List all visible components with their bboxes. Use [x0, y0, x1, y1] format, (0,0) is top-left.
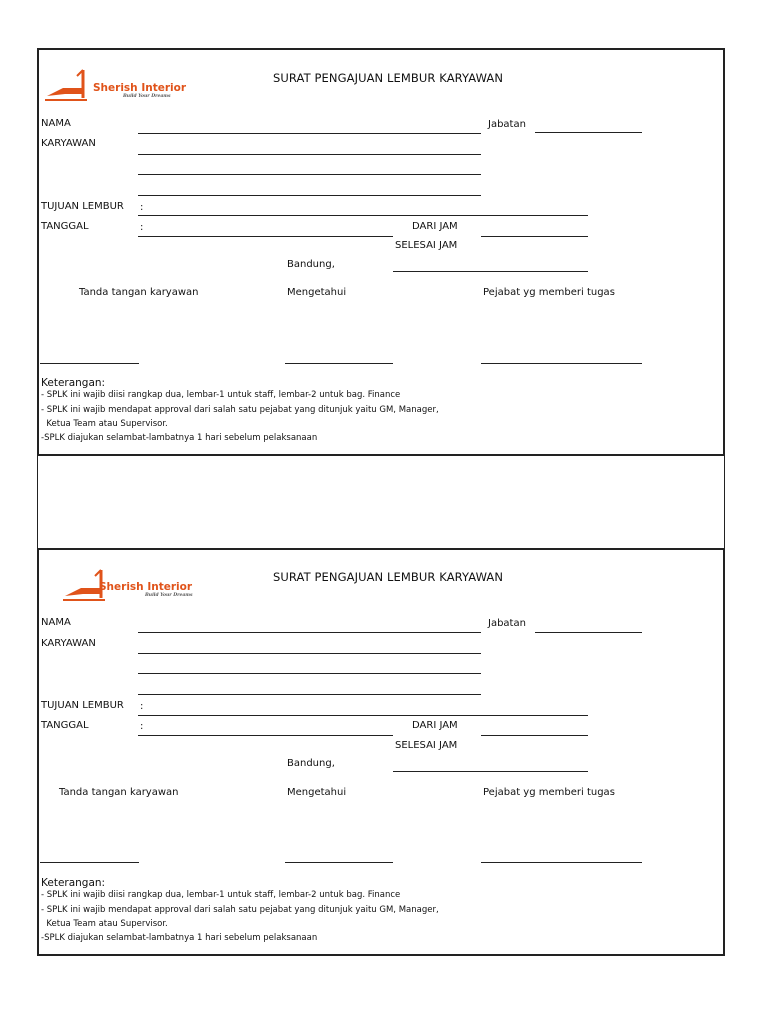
signature-line-karyawan[interactable]: [40, 363, 139, 364]
note-4: -SPLK diajukan selambat-lambatnya 1 hari sebelum pelaksanaan: [41, 433, 318, 443]
note-3: Ketua Team atau Supervisor.: [41, 419, 168, 429]
tujuan-lembur-field[interactable]: [138, 215, 588, 216]
tujuan-lembur-label: TUJUAN LEMBUR: [41, 201, 124, 212]
note-1: - SPLK ini wajib diisi rangkap dua, lembar-1 untuk staff, lembar-2 untuk bag. Finance: [41, 890, 401, 900]
brand-tagline: Build Your Dreams: [123, 94, 171, 99]
karyawan-line-1[interactable]: [138, 154, 481, 155]
tujuan-colon: :: [140, 202, 144, 213]
bandung-label: Bandung,: [287, 259, 335, 270]
selesai-jam-field[interactable]: [393, 271, 588, 272]
karyawan-label: KARYAWAN: [41, 638, 96, 649]
pejabat-label: Pejabat yg memberi tugas: [483, 287, 615, 298]
signature-line-mengetahui[interactable]: [285, 363, 393, 364]
overtime-form-1: [37, 48, 725, 456]
selesai-jam-label: SELESAI JAM: [395, 740, 458, 751]
signature-line-karyawan[interactable]: [40, 862, 139, 863]
tujuan-colon: :: [140, 701, 144, 712]
brand-name: Sherish Interior: [99, 581, 193, 593]
brand-tagline: Build Your Dreams: [145, 593, 193, 598]
note-2: - SPLK ini wajib mendapat approval dari salah satu pejabat yang ditunjuk yaitu GM, Manager,: [41, 405, 439, 415]
mengetahui-label: Mengetahui: [287, 787, 347, 798]
selesai-jam-label: SELESAI JAM: [395, 240, 458, 251]
jabatan-field[interactable]: [535, 132, 642, 133]
form-title: SURAT PENGAJUAN LEMBUR KARYAWAN: [273, 570, 504, 584]
note-1: - SPLK ini wajib diisi rangkap dua, lembar-1 untuk staff, lembar-2 untuk bag. Finance: [41, 390, 401, 400]
mengetahui-label: Mengetahui: [287, 287, 347, 298]
note-2: - SPLK ini wajib mendapat approval dari salah satu pejabat yang ditunjuk yaitu GM, Manager,: [41, 905, 439, 915]
nama-label: NAMA: [41, 118, 71, 129]
selesai-jam-field[interactable]: [393, 771, 588, 772]
tanggal-field[interactable]: [138, 735, 393, 736]
dari-jam-label: DARI JAM: [412, 221, 458, 232]
separator-area: [37, 456, 725, 548]
karyawan-line-3[interactable]: [138, 195, 481, 196]
dari-jam-field[interactable]: [481, 236, 588, 237]
brand-name: Sherish Interior: [93, 82, 187, 94]
karyawan-line-3[interactable]: [138, 694, 481, 695]
keterangan-title: Keterangan:: [41, 377, 106, 389]
overtime-form-2: [37, 548, 725, 956]
tanggal-label: TANGGAL: [41, 221, 89, 232]
company-logo: [43, 64, 193, 104]
tanda-tangan-karyawan-label: Tanda tangan karyawan: [79, 287, 199, 298]
note-4: -SPLK diajukan selambat-lambatnya 1 hari sebelum pelaksanaan: [41, 933, 318, 943]
tanggal-colon: :: [140, 721, 144, 732]
tanggal-colon: :: [140, 222, 144, 233]
nama-label: NAMA: [41, 617, 71, 628]
nama-field[interactable]: [138, 133, 481, 134]
signature-line-pejabat[interactable]: [481, 363, 642, 364]
karyawan-label: KARYAWAN: [41, 138, 96, 149]
signature-line-mengetahui[interactable]: [285, 862, 393, 863]
tujuan-lembur-label: TUJUAN LEMBUR: [41, 700, 124, 711]
tujuan-lembur-field[interactable]: [138, 715, 588, 716]
keterangan-title: Keterangan:: [41, 877, 106, 889]
karyawan-line-1[interactable]: [138, 653, 481, 654]
jabatan-field[interactable]: [535, 632, 642, 633]
tanggal-label: TANGGAL: [41, 720, 89, 731]
pejabat-label: Pejabat yg memberi tugas: [483, 787, 615, 798]
dari-jam-field[interactable]: [481, 735, 588, 736]
nama-field[interactable]: [138, 632, 481, 633]
tanda-tangan-karyawan-label: Tanda tangan karyawan: [59, 787, 179, 798]
company-logo: [61, 564, 211, 604]
logo-mark-icon: [43, 64, 93, 104]
tanggal-field[interactable]: [138, 236, 393, 237]
signature-line-pejabat[interactable]: [481, 862, 642, 863]
karyawan-line-2[interactable]: [138, 673, 481, 674]
form-title: SURAT PENGAJUAN LEMBUR KARYAWAN: [273, 71, 504, 85]
jabatan-label: Jabatan: [488, 119, 526, 130]
note-3: Ketua Team atau Supervisor.: [41, 919, 168, 929]
dari-jam-label: DARI JAM: [412, 720, 458, 731]
bandung-label: Bandung,: [287, 758, 335, 769]
jabatan-label: Jabatan: [488, 618, 526, 629]
karyawan-line-2[interactable]: [138, 174, 481, 175]
